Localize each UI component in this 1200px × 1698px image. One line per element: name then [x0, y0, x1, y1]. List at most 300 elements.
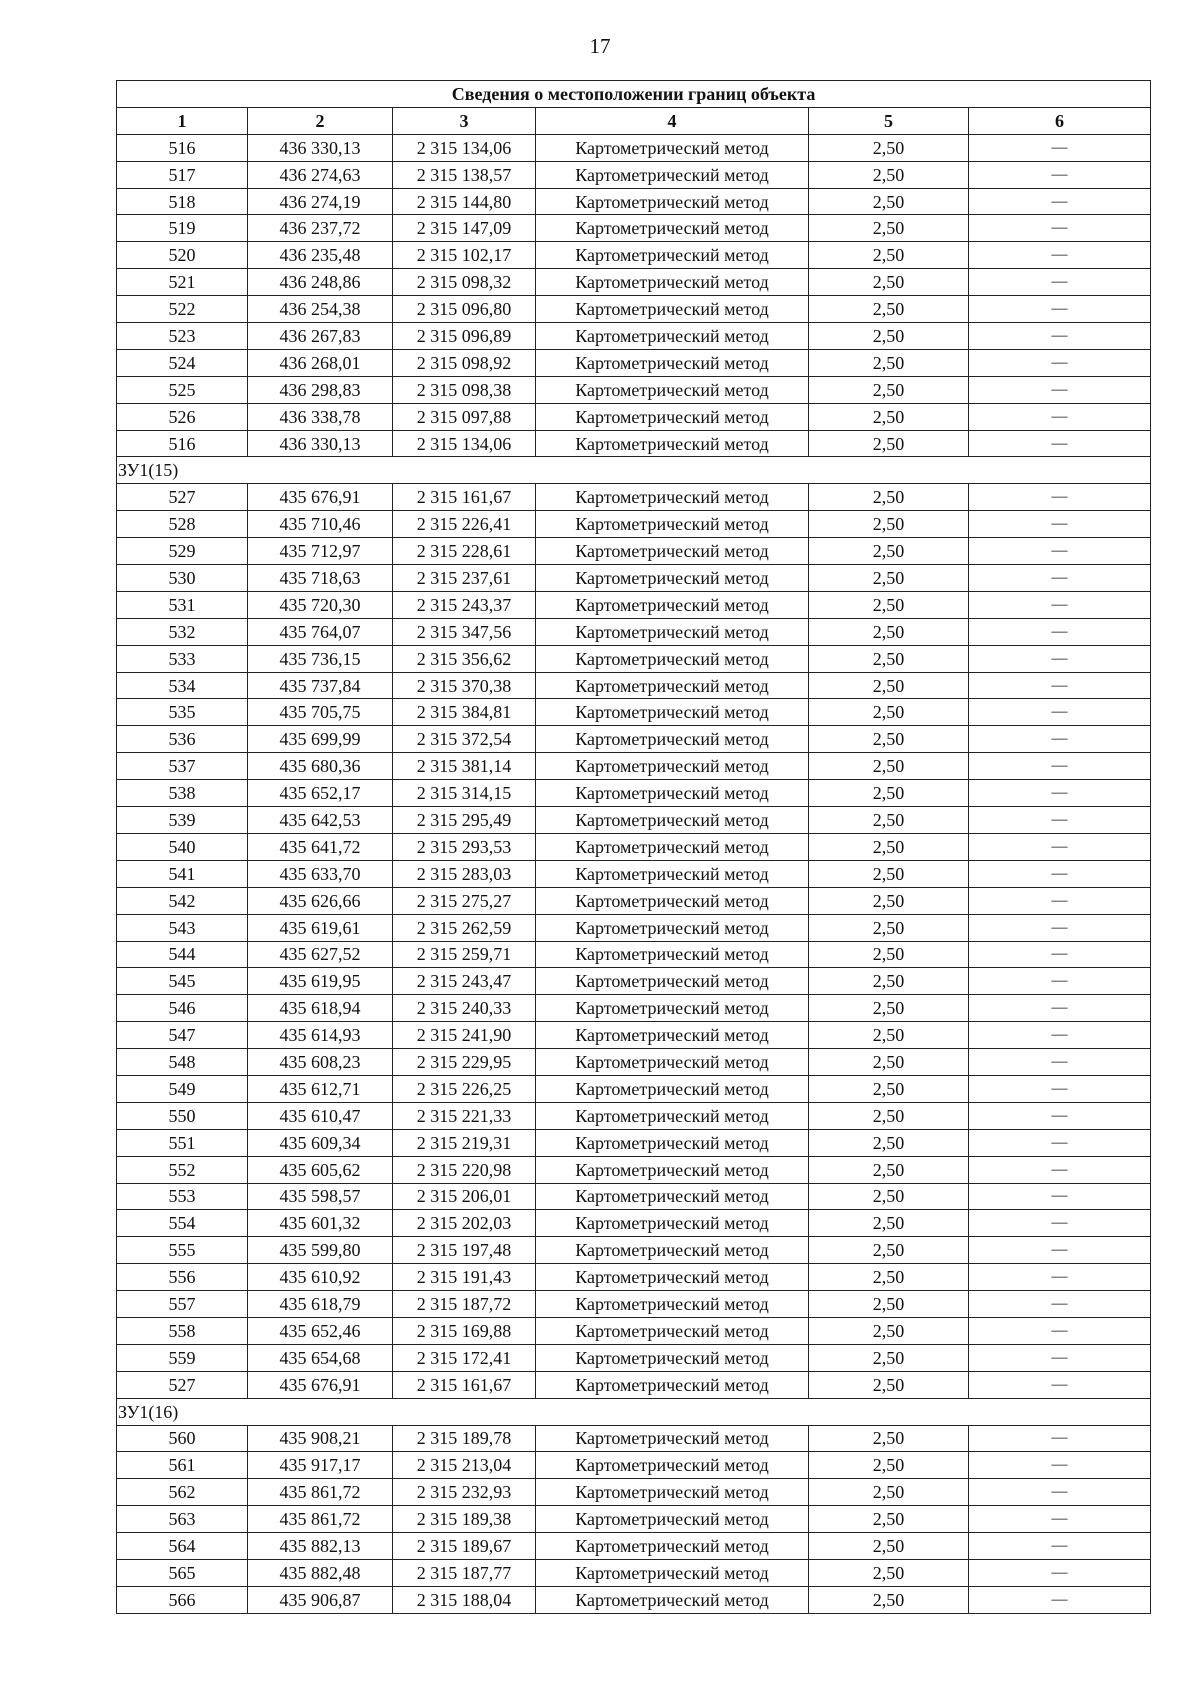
- table-row: [117, 833, 1151, 860]
- x-coordinate-cell: 435 699,99: [248, 726, 393, 753]
- y-coordinate-cell: 2 315 189,78: [393, 1425, 536, 1452]
- table-row: [117, 269, 1151, 296]
- y-coordinate-cell: 2 315 221,33: [393, 1102, 536, 1129]
- table-row: [117, 1425, 1151, 1452]
- x-coordinate-cell: 436 274,19: [248, 188, 393, 215]
- y-coordinate-cell: 2 315 243,47: [393, 968, 536, 995]
- y-coordinate-cell: 2 315 213,04: [393, 1452, 536, 1479]
- point-number-cell: 560: [117, 1425, 248, 1452]
- y-coordinate-cell: 2 315 187,77: [393, 1559, 536, 1586]
- accuracy-cell: 2,50: [809, 161, 969, 188]
- point-number-cell: 540: [117, 833, 248, 860]
- method-cell: Картометрический метод: [536, 1156, 809, 1183]
- description-cell: —: [969, 699, 1151, 726]
- y-coordinate-cell: 2 315 275,27: [393, 887, 536, 914]
- point-number-cell: 556: [117, 1264, 248, 1291]
- x-coordinate-cell: 435 654,68: [248, 1344, 393, 1371]
- x-coordinate-cell: 435 618,94: [248, 995, 393, 1022]
- y-coordinate-cell: 2 315 102,17: [393, 242, 536, 269]
- point-number-cell: 558: [117, 1317, 248, 1344]
- accuracy-cell: 2,50: [809, 1452, 969, 1479]
- method-cell: Картометрический метод: [536, 1183, 809, 1210]
- accuracy-cell: 2,50: [809, 1049, 969, 1076]
- description-cell: —: [969, 1291, 1151, 1318]
- accuracy-cell: 2,50: [809, 269, 969, 296]
- x-coordinate-cell: 435 676,91: [248, 484, 393, 511]
- point-number-cell: 548: [117, 1049, 248, 1076]
- x-coordinate-cell: 436 274,63: [248, 161, 393, 188]
- method-cell: Картометрический метод: [536, 807, 809, 834]
- description-cell: —: [969, 161, 1151, 188]
- y-coordinate-cell: 2 315 232,93: [393, 1479, 536, 1506]
- method-cell: Картометрический метод: [536, 1210, 809, 1237]
- x-coordinate-cell: 435 652,46: [248, 1317, 393, 1344]
- method-cell: Картометрический метод: [536, 645, 809, 672]
- method-cell: Картометрический метод: [536, 780, 809, 807]
- description-cell: —: [969, 1183, 1151, 1210]
- method-cell: Картометрический метод: [536, 269, 809, 296]
- accuracy-cell: 2,50: [809, 833, 969, 860]
- point-number-cell: 531: [117, 591, 248, 618]
- x-coordinate-cell: 435 641,72: [248, 833, 393, 860]
- y-coordinate-cell: 2 315 189,67: [393, 1533, 536, 1560]
- table-row: [117, 349, 1151, 376]
- table-title-row: [117, 81, 1151, 108]
- table-row: [117, 1344, 1151, 1371]
- point-number-cell: 520: [117, 242, 248, 269]
- table-body: [117, 134, 1151, 1613]
- y-coordinate-cell: 2 315 134,06: [393, 430, 536, 457]
- y-coordinate-cell: 2 315 189,38: [393, 1506, 536, 1533]
- table-row: [117, 538, 1151, 565]
- accuracy-cell: 2,50: [809, 1210, 969, 1237]
- point-number-cell: 521: [117, 269, 248, 296]
- accuracy-cell: 2,50: [809, 1183, 969, 1210]
- accuracy-cell: 2,50: [809, 484, 969, 511]
- group-label: ЗУ1(15): [117, 457, 1151, 484]
- method-cell: Картометрический метод: [536, 968, 809, 995]
- description-cell: —: [969, 1344, 1151, 1371]
- description-cell: —: [969, 1210, 1151, 1237]
- point-number-cell: 541: [117, 860, 248, 887]
- y-coordinate-cell: 2 315 098,92: [393, 349, 536, 376]
- accuracy-cell: 2,50: [809, 1533, 969, 1560]
- description-cell: —: [969, 591, 1151, 618]
- point-number-cell: 542: [117, 887, 248, 914]
- x-coordinate-cell: 436 248,86: [248, 269, 393, 296]
- y-coordinate-cell: 2 315 229,95: [393, 1049, 536, 1076]
- point-number-cell: 516: [117, 430, 248, 457]
- accuracy-cell: 2,50: [809, 1075, 969, 1102]
- x-coordinate-cell: 435 882,48: [248, 1559, 393, 1586]
- method-cell: Картометрический метод: [536, 618, 809, 645]
- accuracy-cell: 2,50: [809, 780, 969, 807]
- method-cell: Картометрический метод: [536, 1129, 809, 1156]
- method-cell: Картометрический метод: [536, 1533, 809, 1560]
- x-coordinate-cell: 435 652,17: [248, 780, 393, 807]
- description-cell: —: [969, 430, 1151, 457]
- accuracy-cell: 2,50: [809, 188, 969, 215]
- description-cell: —: [969, 511, 1151, 538]
- point-number-cell: 547: [117, 1022, 248, 1049]
- column-header: 3: [393, 107, 536, 134]
- x-coordinate-cell: 436 267,83: [248, 323, 393, 350]
- accuracy-cell: 2,50: [809, 1586, 969, 1613]
- description-cell: —: [969, 1317, 1151, 1344]
- accuracy-cell: 2,50: [809, 511, 969, 538]
- x-coordinate-cell: 435 619,95: [248, 968, 393, 995]
- x-coordinate-cell: 435 705,75: [248, 699, 393, 726]
- method-cell: Картометрический метод: [536, 484, 809, 511]
- point-number-cell: 563: [117, 1506, 248, 1533]
- point-number-cell: 525: [117, 376, 248, 403]
- accuracy-cell: 2,50: [809, 1559, 969, 1586]
- accuracy-cell: 2,50: [809, 968, 969, 995]
- y-coordinate-cell: 2 315 262,59: [393, 914, 536, 941]
- method-cell: Картометрический метод: [536, 887, 809, 914]
- description-cell: —: [969, 672, 1151, 699]
- y-coordinate-cell: 2 315 188,04: [393, 1586, 536, 1613]
- description-cell: —: [969, 780, 1151, 807]
- method-cell: Картометрический метод: [536, 1586, 809, 1613]
- description-cell: —: [969, 1371, 1151, 1398]
- description-cell: —: [969, 1425, 1151, 1452]
- point-number-cell: 523: [117, 323, 248, 350]
- description-cell: —: [969, 1022, 1151, 1049]
- point-number-cell: 544: [117, 941, 248, 968]
- x-coordinate-cell: 435 627,52: [248, 941, 393, 968]
- table-row: [117, 591, 1151, 618]
- description-cell: —: [969, 484, 1151, 511]
- point-number-cell: 518: [117, 188, 248, 215]
- table-row: [117, 1317, 1151, 1344]
- y-coordinate-cell: 2 315 197,48: [393, 1237, 536, 1264]
- accuracy-cell: 2,50: [809, 1129, 969, 1156]
- x-coordinate-cell: 435 906,87: [248, 1586, 393, 1613]
- x-coordinate-cell: 435 861,72: [248, 1479, 393, 1506]
- method-cell: Картометрический метод: [536, 1344, 809, 1371]
- accuracy-cell: 2,50: [809, 349, 969, 376]
- accuracy-cell: 2,50: [809, 1022, 969, 1049]
- point-number-cell: 532: [117, 618, 248, 645]
- x-coordinate-cell: 435 680,36: [248, 753, 393, 780]
- table-row: [117, 403, 1151, 430]
- table-row: [117, 780, 1151, 807]
- table-row: [117, 887, 1151, 914]
- y-coordinate-cell: 2 315 134,06: [393, 134, 536, 161]
- method-cell: Картометрический метод: [536, 376, 809, 403]
- accuracy-cell: 2,50: [809, 1156, 969, 1183]
- point-number-cell: 546: [117, 995, 248, 1022]
- description-cell: —: [969, 1075, 1151, 1102]
- description-cell: —: [969, 1452, 1151, 1479]
- point-number-cell: 552: [117, 1156, 248, 1183]
- accuracy-cell: 2,50: [809, 242, 969, 269]
- description-cell: —: [969, 941, 1151, 968]
- method-cell: Картометрический метод: [536, 134, 809, 161]
- table-row: [117, 565, 1151, 592]
- table-row: [117, 1129, 1151, 1156]
- method-cell: Картометрический метод: [536, 1452, 809, 1479]
- table-row: [117, 1559, 1151, 1586]
- accuracy-cell: 2,50: [809, 403, 969, 430]
- table-row: [117, 1479, 1151, 1506]
- method-cell: Картометрический метод: [536, 1022, 809, 1049]
- method-cell: Картометрический метод: [536, 565, 809, 592]
- accuracy-cell: 2,50: [809, 1291, 969, 1318]
- description-cell: —: [969, 376, 1151, 403]
- y-coordinate-cell: 2 315 161,67: [393, 1371, 536, 1398]
- method-cell: Картометрический метод: [536, 511, 809, 538]
- table-row: [117, 1452, 1151, 1479]
- x-coordinate-cell: 435 676,91: [248, 1371, 393, 1398]
- method-cell: Картометрический метод: [536, 1479, 809, 1506]
- y-coordinate-cell: 2 315 098,32: [393, 269, 536, 296]
- table-row: [117, 161, 1151, 188]
- x-coordinate-cell: 435 633,70: [248, 860, 393, 887]
- table-row: [117, 645, 1151, 672]
- accuracy-cell: 2,50: [809, 1344, 969, 1371]
- description-cell: —: [969, 618, 1151, 645]
- point-number-cell: 527: [117, 484, 248, 511]
- method-cell: Картометрический метод: [536, 349, 809, 376]
- accuracy-cell: 2,50: [809, 618, 969, 645]
- accuracy-cell: 2,50: [809, 296, 969, 323]
- method-cell: Картометрический метод: [536, 323, 809, 350]
- method-cell: Картометрический метод: [536, 188, 809, 215]
- y-coordinate-cell: 2 315 097,88: [393, 403, 536, 430]
- point-number-cell: 565: [117, 1559, 248, 1586]
- y-coordinate-cell: 2 315 096,80: [393, 296, 536, 323]
- column-header: 2: [248, 107, 393, 134]
- x-coordinate-cell: 435 917,17: [248, 1452, 393, 1479]
- table-row: [117, 807, 1151, 834]
- method-cell: Картометрический метод: [536, 1425, 809, 1452]
- description-cell: —: [969, 323, 1151, 350]
- description-cell: —: [969, 215, 1151, 242]
- y-coordinate-cell: 2 315 314,15: [393, 780, 536, 807]
- accuracy-cell: 2,50: [809, 1479, 969, 1506]
- accuracy-cell: 2,50: [809, 941, 969, 968]
- method-cell: Картометрический метод: [536, 403, 809, 430]
- table-row: [117, 376, 1151, 403]
- x-coordinate-cell: 435 598,57: [248, 1183, 393, 1210]
- description-cell: —: [969, 753, 1151, 780]
- x-coordinate-cell: 435 599,80: [248, 1237, 393, 1264]
- method-cell: Картометрический метод: [536, 672, 809, 699]
- accuracy-cell: 2,50: [809, 995, 969, 1022]
- y-coordinate-cell: 2 315 161,67: [393, 484, 536, 511]
- group-header-row: [117, 457, 1151, 484]
- method-cell: Картометрический метод: [536, 914, 809, 941]
- point-number-cell: 543: [117, 914, 248, 941]
- y-coordinate-cell: 2 315 096,89: [393, 323, 536, 350]
- x-coordinate-cell: 435 710,46: [248, 511, 393, 538]
- method-cell: Картометрический метод: [536, 296, 809, 323]
- y-coordinate-cell: 2 315 240,33: [393, 995, 536, 1022]
- table-row: [117, 430, 1151, 457]
- accuracy-cell: 2,50: [809, 1237, 969, 1264]
- y-coordinate-cell: 2 315 243,37: [393, 591, 536, 618]
- y-coordinate-cell: 2 315 147,09: [393, 215, 536, 242]
- y-coordinate-cell: 2 315 384,81: [393, 699, 536, 726]
- method-cell: Картометрический метод: [536, 1371, 809, 1398]
- accuracy-cell: 2,50: [809, 914, 969, 941]
- method-cell: Картометрический метод: [536, 995, 809, 1022]
- description-cell: —: [969, 269, 1151, 296]
- x-coordinate-cell: 435 601,32: [248, 1210, 393, 1237]
- table-row: [117, 484, 1151, 511]
- y-coordinate-cell: 2 315 228,61: [393, 538, 536, 565]
- x-coordinate-cell: 435 712,97: [248, 538, 393, 565]
- point-number-cell: 519: [117, 215, 248, 242]
- x-coordinate-cell: 435 736,15: [248, 645, 393, 672]
- method-cell: Картометрический метод: [536, 591, 809, 618]
- accuracy-cell: 2,50: [809, 1506, 969, 1533]
- table-row: [117, 1210, 1151, 1237]
- description-cell: —: [969, 349, 1151, 376]
- description-cell: —: [969, 242, 1151, 269]
- table-row: [117, 1022, 1151, 1049]
- point-number-cell: 559: [117, 1344, 248, 1371]
- accuracy-cell: 2,50: [809, 860, 969, 887]
- point-number-cell: 550: [117, 1102, 248, 1129]
- table-row: [117, 1371, 1151, 1398]
- accuracy-cell: 2,50: [809, 672, 969, 699]
- point-number-cell: 555: [117, 1237, 248, 1264]
- table-row: [117, 1264, 1151, 1291]
- table-row: [117, 618, 1151, 645]
- description-cell: —: [969, 1237, 1151, 1264]
- x-coordinate-cell: 436 235,48: [248, 242, 393, 269]
- point-number-cell: 557: [117, 1291, 248, 1318]
- point-number-cell: 530: [117, 565, 248, 592]
- point-number-cell: 535: [117, 699, 248, 726]
- x-coordinate-cell: 435 626,66: [248, 887, 393, 914]
- method-cell: Картометрический метод: [536, 242, 809, 269]
- table-row: [117, 242, 1151, 269]
- point-number-cell: 516: [117, 134, 248, 161]
- y-coordinate-cell: 2 315 144,80: [393, 188, 536, 215]
- point-number-cell: 545: [117, 968, 248, 995]
- point-number-cell: 537: [117, 753, 248, 780]
- table-row: [117, 1049, 1151, 1076]
- y-coordinate-cell: 2 315 172,41: [393, 1344, 536, 1371]
- method-cell: Картометрический метод: [536, 1291, 809, 1318]
- point-number-cell: 536: [117, 726, 248, 753]
- y-coordinate-cell: 2 315 372,54: [393, 726, 536, 753]
- method-cell: Картометрический метод: [536, 1264, 809, 1291]
- description-cell: —: [969, 833, 1151, 860]
- x-coordinate-cell: 435 737,84: [248, 672, 393, 699]
- point-number-cell: 517: [117, 161, 248, 188]
- point-number-cell: 534: [117, 672, 248, 699]
- point-number-cell: 533: [117, 645, 248, 672]
- x-coordinate-cell: 436 338,78: [248, 403, 393, 430]
- point-number-cell: 528: [117, 511, 248, 538]
- description-cell: —: [969, 860, 1151, 887]
- accuracy-cell: 2,50: [809, 726, 969, 753]
- accuracy-cell: 2,50: [809, 134, 969, 161]
- x-coordinate-cell: 435 720,30: [248, 591, 393, 618]
- accuracy-cell: 2,50: [809, 538, 969, 565]
- description-cell: —: [969, 134, 1151, 161]
- accuracy-cell: 2,50: [809, 1102, 969, 1129]
- y-coordinate-cell: 2 315 293,53: [393, 833, 536, 860]
- method-cell: Картометрический метод: [536, 1102, 809, 1129]
- page-number: 17: [589, 34, 611, 58]
- description-cell: —: [969, 1479, 1151, 1506]
- table-row: [117, 995, 1151, 1022]
- point-number-cell: 524: [117, 349, 248, 376]
- x-coordinate-cell: 436 237,72: [248, 215, 393, 242]
- table-row: [117, 1506, 1151, 1533]
- table-row: [117, 672, 1151, 699]
- table-row: [117, 1102, 1151, 1129]
- y-coordinate-cell: 2 315 259,71: [393, 941, 536, 968]
- method-cell: Картометрический метод: [536, 941, 809, 968]
- point-number-cell: 551: [117, 1129, 248, 1156]
- point-number-cell: 527: [117, 1371, 248, 1398]
- method-cell: Картометрический метод: [536, 1559, 809, 1586]
- x-coordinate-cell: 435 882,13: [248, 1533, 393, 1560]
- table-title: Сведения о местоположении границ объекта: [117, 81, 1151, 108]
- point-number-cell: 549: [117, 1075, 248, 1102]
- point-number-cell: 526: [117, 403, 248, 430]
- y-coordinate-cell: 2 315 138,57: [393, 161, 536, 188]
- y-coordinate-cell: 2 315 191,43: [393, 1264, 536, 1291]
- description-cell: —: [969, 1506, 1151, 1533]
- method-cell: Картометрический метод: [536, 1317, 809, 1344]
- x-coordinate-cell: 435 642,53: [248, 807, 393, 834]
- table-row: [117, 726, 1151, 753]
- column-header: 6: [969, 107, 1151, 134]
- table-row: [117, 1291, 1151, 1318]
- description-cell: —: [969, 538, 1151, 565]
- table-row: [117, 1075, 1151, 1102]
- table-row: [117, 914, 1151, 941]
- point-number-cell: 561: [117, 1452, 248, 1479]
- x-coordinate-cell: 436 330,13: [248, 134, 393, 161]
- method-cell: Картометрический метод: [536, 833, 809, 860]
- accuracy-cell: 2,50: [809, 376, 969, 403]
- table-row: [117, 968, 1151, 995]
- description-cell: —: [969, 1264, 1151, 1291]
- method-cell: Картометрический метод: [536, 1506, 809, 1533]
- accuracy-cell: 2,50: [809, 645, 969, 672]
- y-coordinate-cell: 2 315 295,49: [393, 807, 536, 834]
- point-number-cell: 539: [117, 807, 248, 834]
- method-cell: Картометрический метод: [536, 430, 809, 457]
- point-number-cell: 553: [117, 1183, 248, 1210]
- y-coordinate-cell: 2 315 187,72: [393, 1291, 536, 1318]
- method-cell: Картометрический метод: [536, 538, 809, 565]
- column-number-row: [117, 107, 1151, 134]
- method-cell: Картометрический метод: [536, 215, 809, 242]
- accuracy-cell: 2,50: [809, 753, 969, 780]
- point-number-cell: 554: [117, 1210, 248, 1237]
- table-row: [117, 860, 1151, 887]
- accuracy-cell: 2,50: [809, 430, 969, 457]
- x-coordinate-cell: 436 298,83: [248, 376, 393, 403]
- description-cell: —: [969, 1559, 1151, 1586]
- x-coordinate-cell: 435 619,61: [248, 914, 393, 941]
- description-cell: —: [969, 726, 1151, 753]
- description-cell: —: [969, 188, 1151, 215]
- accuracy-cell: 2,50: [809, 1317, 969, 1344]
- point-number-cell: 529: [117, 538, 248, 565]
- column-header: 5: [809, 107, 969, 134]
